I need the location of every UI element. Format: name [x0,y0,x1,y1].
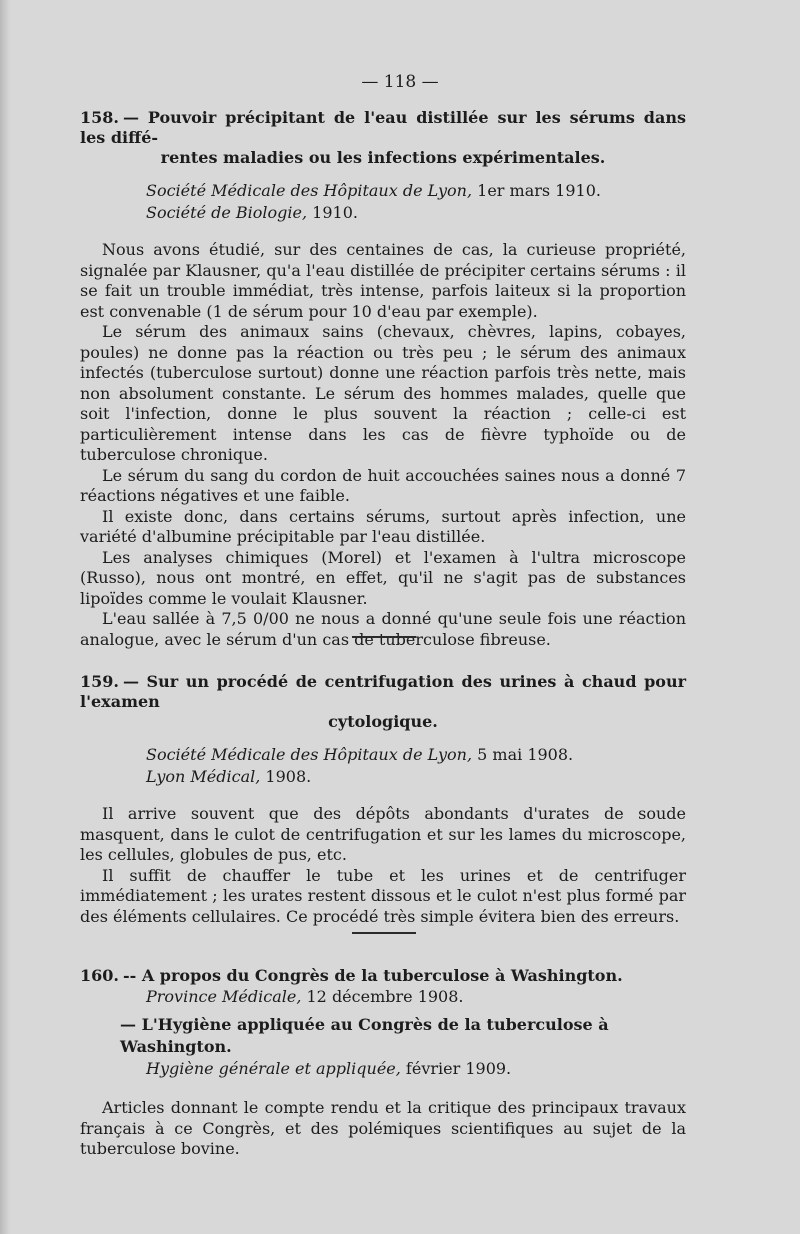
section-divider [352,932,416,934]
entry-title-line1: — Pouvoir précipitant de l'eau distillée sur les sérums dans les diffé- [80,108,686,147]
paragraph: Le sérum des animaux sains (chevaux, chèvres, lapins, cobayes, poules) ne donne pas la réaction ou très peu ; le sérum des animaux infectés (tuberculose surtout) donne une réaction parfois très nette, mais non absolument constante. Le sérum des hommes malades, quelle que soit l'infection, donne le plus souvent la réaction ; celle-ci est particulièrement intense dans les cas de fièvre typhoïde ou de tuberculose chronique. [80,322,686,464]
entry-159 [80,672,686,927]
source-line [80,766,686,788]
source-journal: Société Médicale des Hôpitaux de Lyon, [146,745,473,764]
source-date: 12 décembre 1908. [301,987,464,1006]
source-line [80,202,686,224]
entry-160 [80,966,686,1160]
entry-title [80,966,686,986]
source-date: 1er mars 1910. [472,181,601,200]
source-date: 1908. [260,767,312,786]
entry-title [80,672,686,732]
paragraph: Nous avons étudié, sur des centaines de cas, la curieuse propriété, signalée par Klausner, qu'a l'eau distillée de précipiter certains sérums : il se fait un trouble immédiat, très intense, parfois laiteux si la proportion est convenable (1 de sérum pour 10 d'eau par exemple). [80,240,686,321]
source-journal: Lyon Médical, [146,767,261,786]
entry-title-line2: cytologique. [328,712,438,731]
page-number: — 118 — [361,72,439,92]
source-line [80,1058,686,1080]
source-line [80,986,686,1008]
source-date: février 1909. [400,1059,512,1078]
paragraph: Articles donnant le compte rendu et la critique des principaux travaux français à ce Congrès, et des polémiques scientifiques au sujet de la tuberculose bovine. [80,1098,686,1158]
source-date: 5 mai 1908. [472,745,574,764]
source-journal: Hygiène générale et appliquée, [146,1059,401,1078]
entry-title-line1: — Sur un procédé de centrifugation des urines à chaud pour l'examen [80,672,686,711]
paragraph: Il arrive souvent que des dépôts abondants d'urates de soude masquent, dans le culot de centrifugation et sur les lames du microscope, les cellules, globules de pus, etc. [80,804,686,864]
source-line [80,744,686,766]
source-journal: Société de Biologie, [146,203,308,222]
entry-158 [80,108,686,650]
entry-title [80,108,686,168]
source-journal: Société Médicale des Hôpitaux de Lyon, [146,181,473,200]
entry-title-line1: -- A propos du Congrès de la tuberculose à Washington. [122,966,623,985]
paragraph: Le sérum du sang du cordon de huit accouchées saines nous a donné 7 réactions négatives et une faible. [80,465,686,505]
entry-number: 159. [80,672,119,691]
entry-subtitle: — L'Hygiène appliquée au Congrès de la tuberculose à Washington. [120,1015,609,1056]
paragraph: Les analyses chimiques (Morel) et l'examen à l'ultra microscope (Russo), nous ont montré, en effet, qu'il ne s'agit pas de substances lipoïdes comme le voulait Klausner. [80,547,686,608]
paragraph: Il existe donc, dans certains sérums, surtout après infection, une variété d'albumine précipitable par l'eau distillée. [80,506,686,546]
entry-number: 158. [80,108,119,127]
source-line [80,180,686,202]
page-edge-shadow [0,0,10,1234]
source-journal: Province Médicale, [146,987,302,1006]
entry-number: 160. [80,966,119,985]
entry-title-line2: rentes maladies ou les infections expérimentales. [160,148,606,167]
paragraph: L'eau sallée à 7,5 0/00 ne nous a donné qu'une seule fois une réaction analogue, avec le sérum d'un cas de tuberculose fibreuse. [80,609,686,649]
paragraph: Il suffit de chauffer le tube et les urines et de centrifuger immédiatement ; les urates restent dissous et le culot n'est plus formé par des éléments cellulaires. Ce procédé très simple évitera bien des erreurs. [80,865,686,926]
section-divider [352,636,416,638]
source-date: 1910. [307,203,358,222]
